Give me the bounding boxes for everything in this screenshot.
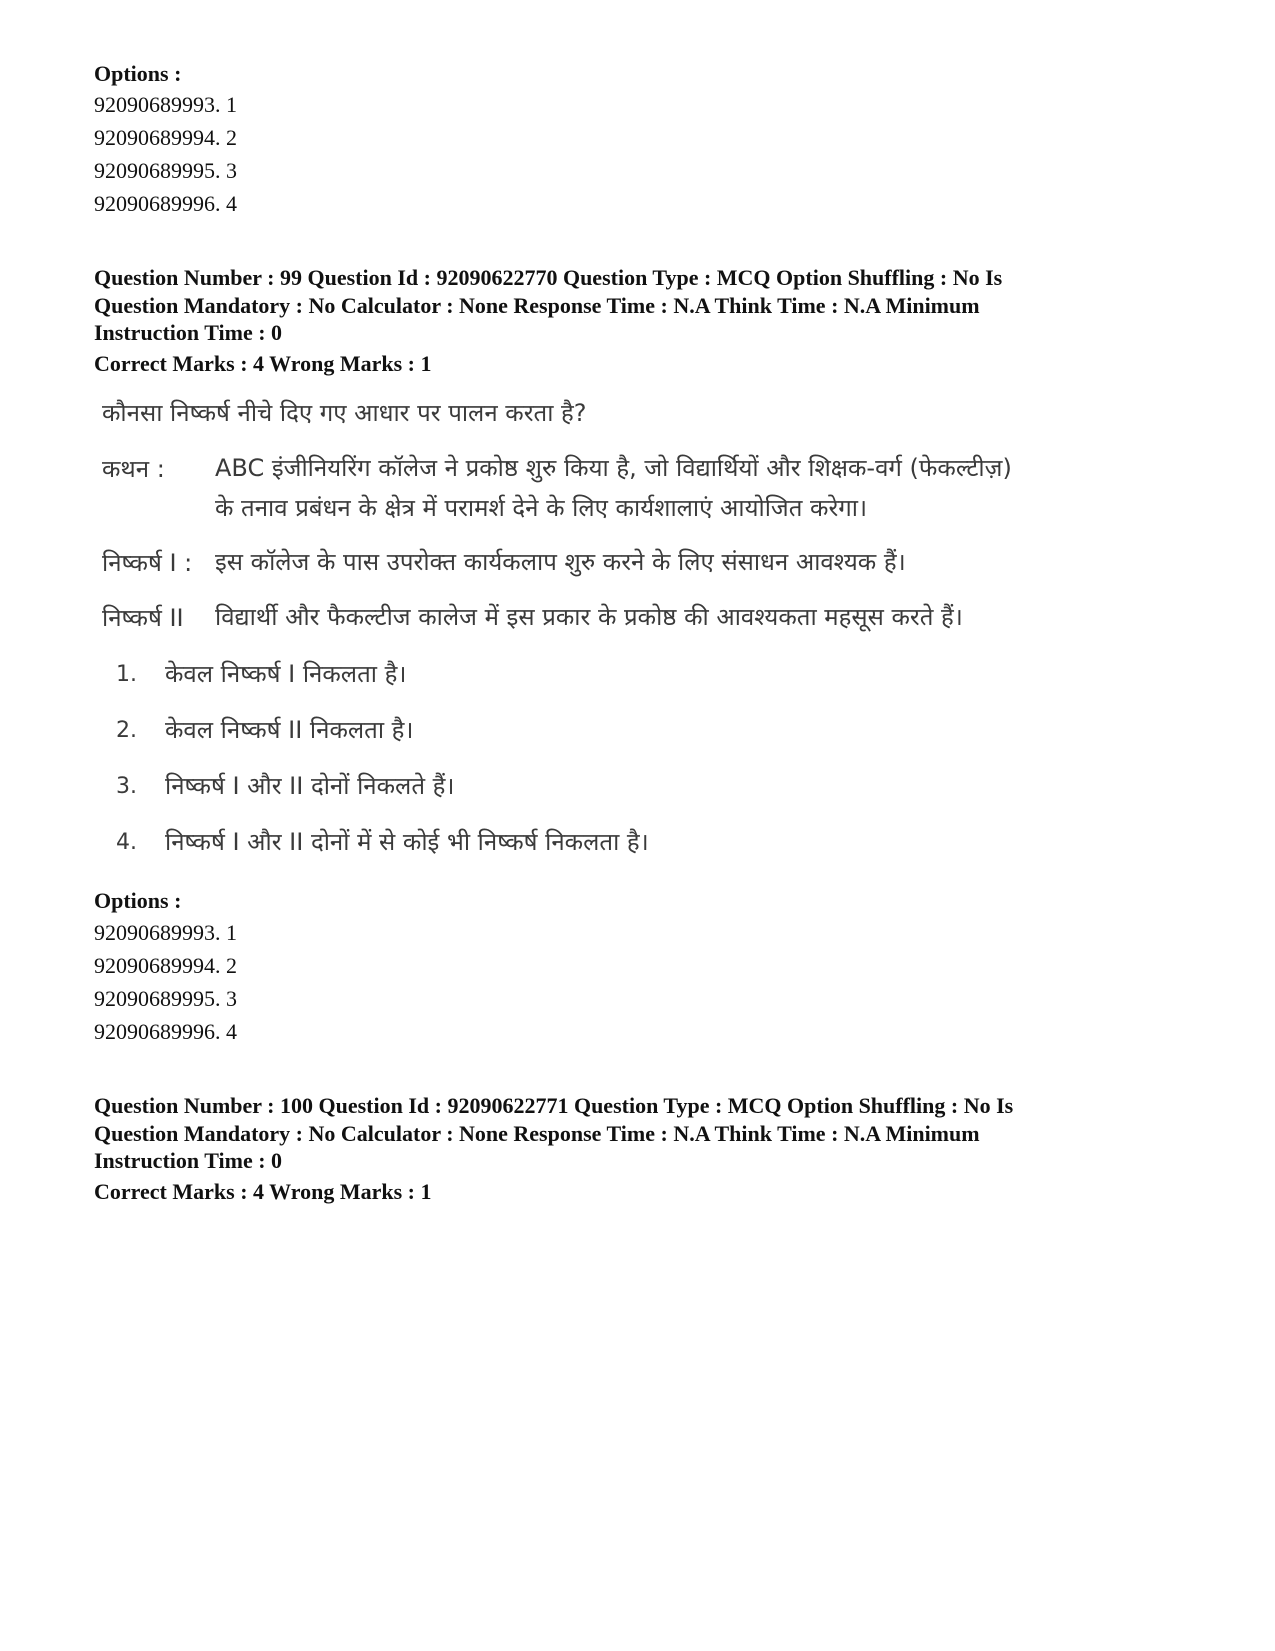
top-option-3: 92090689995. 3 <box>94 158 237 183</box>
q99-choice-3-text: निष्कर्ष I और II दोनों निकलते हैं। <box>165 772 455 800</box>
q100-meta <box>94 1092 1144 1175</box>
q99-meta <box>94 264 1144 347</box>
q100-marks: Correct Marks : 4 Wrong Marks : 1 <box>94 1179 432 1204</box>
q99-option-1: 92090689993. 1 <box>94 920 237 945</box>
top-option-4: 92090689996. 4 <box>94 191 237 216</box>
q100-meta-line-2: Question Mandatory : No Calculator : None Response Time : N.A Think Time : N.A Minimum <box>94 1120 980 1146</box>
q99-choice-2-text: केवल निष्कर्ष II निकलता है। <box>165 716 414 744</box>
q99-option-3: 92090689995. 3 <box>94 986 237 1011</box>
q99-statement-line-2: के तनाव प्रबंधन के क्षेत्र में परामर्श देने के लिए कार्यशालाएं आयोजित करेगा। <box>215 494 868 522</box>
q99-choice-3-num: 3. <box>116 774 137 799</box>
q99-conclusion2-label: निष्कर्ष II <box>102 604 184 632</box>
q99-statement <box>215 448 1055 528</box>
q99-statement-label: कथन : <box>102 455 165 483</box>
top-options-heading: Options : <box>94 61 182 86</box>
q99-option-4: 92090689996. 4 <box>94 1019 237 1044</box>
q99-choice-4-num: 4. <box>116 830 137 855</box>
q99-conclusion1-label: निष्कर्ष I : <box>102 549 193 577</box>
q99-choice-1-num: 1. <box>116 662 137 687</box>
q99-meta-line-2: Question Mandatory : No Calculator : None Response Time : N.A Think Time : N.A Minimum <box>94 292 980 318</box>
q99-option-2: 92090689994. 2 <box>94 953 237 978</box>
q99-statement-line-1: ABC इंजीनियरिंग कॉलेज ने प्रकोष्ठ शुरु किया है, जो विद्यार्थियों और शिक्षक-वर्ग (फेकल्टीज़) <box>215 454 1012 482</box>
top-option-1: 92090689993. 1 <box>94 92 237 117</box>
q99-choice-2-num: 2. <box>116 718 137 743</box>
q99-stem: कौनसा निष्कर्ष नीचे दिए गए आधार पर पालन करता है? <box>102 399 587 427</box>
q99-options-heading: Options : <box>94 888 182 913</box>
q99-choice-1-text: केवल निष्कर्ष I निकलता है। <box>165 660 407 688</box>
q99-marks: Correct Marks : 4 Wrong Marks : 1 <box>94 351 432 376</box>
q99-conclusion2-text: विद्यार्थी और फैकल्टीज कालेज में इस प्रकार के प्रकोष्ठ की आवश्यकता महसूस करते हैं। <box>215 603 963 631</box>
top-option-2: 92090689994. 2 <box>94 125 237 150</box>
q99-meta-line-3: Instruction Time : 0 <box>94 320 283 345</box>
q99-conclusion1-text: इस कॉलेज के पास उपरोक्त कार्यकलाप शुरु करने के लिए संसाधन आवश्यक हैं। <box>215 548 906 576</box>
q100-meta-line-3: Instruction Time : 0 <box>94 1148 283 1173</box>
q99-meta-line-1: Question Number : 99 Question Id : 92090622770 Question Type : MCQ Option Shuffling : No Is <box>94 265 1003 290</box>
q100-meta-line-1: Question Number : 100 Question Id : 92090622771 Question Type : MCQ Option Shuffling : No Is <box>94 1093 1014 1118</box>
q99-choice-4-text: निष्कर्ष I और II दोनों में से कोई भी निष्कर्ष निकलता है। <box>165 828 649 856</box>
